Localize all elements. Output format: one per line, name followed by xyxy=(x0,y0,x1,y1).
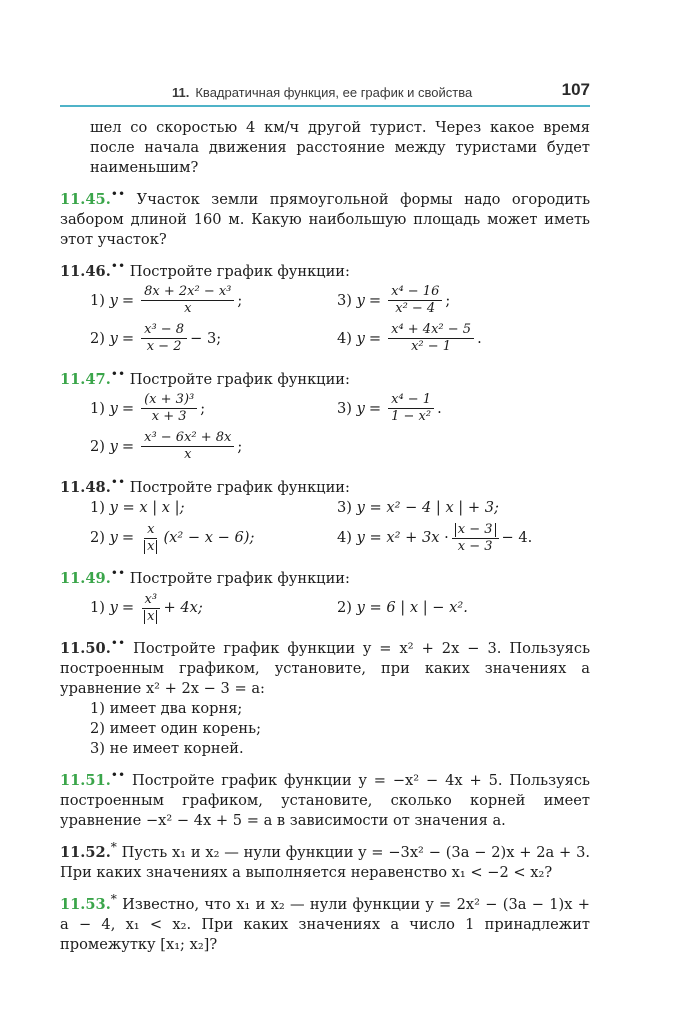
formula-2: 2) y = $\frac{x}{x}$ (x² − x − 6); xyxy=(90,521,255,554)
fraction: $\frac{\text{(x + 3)³}}{x + 3}$ xyxy=(141,392,197,425)
formula-3: 3) y = x² − 4 | x | + 3; xyxy=(337,499,499,517)
problem-number: 11.47. xyxy=(60,370,111,388)
problem-11-49: 11.49.•• Постройте график функции: xyxy=(60,566,350,588)
problem-11-52: 11.52.* Пусть x₁ и x₂ — нули функции y = −3x² − (3a − 2)x + 2a + 3. При каких значениях a выполняется неравенство x₁ < −2 < x₂? xyxy=(60,840,591,881)
problem-number: 11.49. xyxy=(60,570,111,588)
formula-1: 1) y = $\frac{\text{8x + 2x² − x³}}{x}$ ; xyxy=(90,284,243,317)
formula-row xyxy=(60,519,590,557)
problem-number: 11.52. xyxy=(60,843,111,861)
fraction: $\frac{\text{x⁴ + 4x² − 5}}{\text{x² − 1}}$ xyxy=(388,322,474,355)
fraction: $\frac{\text{x³}}{x}$ xyxy=(141,592,160,625)
formula-1: 1) y = x | x |; xyxy=(90,499,185,517)
problem-11-47: 11.47.•• Постройте график функции: xyxy=(60,366,350,388)
formula-row xyxy=(60,497,590,519)
formula-row xyxy=(60,320,590,358)
fraction: $\frac{\text{x³ − 8}}{x - 2}$ xyxy=(141,322,187,355)
answer-option: 3) не имеет корней. xyxy=(90,740,244,758)
fraction: $\frac{x - 3}{x - 3}$ xyxy=(452,522,499,555)
problem-text: Известно, что x₁ и x₂ — нули функции y = 2x² − (3a − 1)x + a − 4, x₁ < x₂. При каких значениях a число 1 принадлежит промежутку [x₁; x₂]? xyxy=(60,895,591,953)
formula-3: 3) y = $\frac{\text{x⁴ − 1}}{\text{1 − x²}}$ . xyxy=(337,392,442,425)
formula-4: 4) y = $\frac{\text{x⁴ + 4x² − 5}}{\text{x² − 1}}$ . xyxy=(337,322,482,355)
problem-11-50: 11.50.•• Постройте график функции y = x² + 2x − 3. Пользуясь построенным графиком, установите, при каких значениях a уравнение x² + 2x − 3 = a: xyxy=(60,636,591,698)
fraction: $\frac{\text{x³ − 6x² + 8x}}{x}$ xyxy=(141,430,234,463)
running-head xyxy=(172,85,472,100)
formula-2: 2) y = $\frac{\text{x³ − 6x² + 8x}}{x}$ ; xyxy=(90,430,243,463)
page-body xyxy=(60,118,590,955)
problem-number: 11.50. xyxy=(60,640,111,658)
page-header xyxy=(60,80,590,106)
fraction: $\frac{\text{x⁴ − 1}}{\text{1 − x²}}$ xyxy=(388,392,434,425)
chapter-title: Квадратичная функция, ее график и свойства xyxy=(195,85,473,100)
answer-option: 2) имеет один корень; xyxy=(90,720,262,738)
formula-row xyxy=(60,282,590,320)
header-rule xyxy=(60,105,590,107)
problem-text: Постройте график функции: xyxy=(129,262,350,280)
page-number: 107 xyxy=(561,80,590,99)
problem-11-48: 11.48.•• Постройте график функции: xyxy=(60,474,350,496)
problem-text: Пусть x₁ и x₂ — нули функции y = −3x² − (3a − 2)x + 2a + 3. При каких значениях a выполняется неравенство x₁ < −2 < x₂? xyxy=(60,843,591,881)
problem-11-53: 11.53.* Известно, что x₁ и x₂ — нули функции y = 2x² − (3a − 1)x + a − 4, x₁ < x₂. При каких значениях a число 1 принадлежит промежутку [x₁; x₂]? xyxy=(60,891,591,953)
formula-1: 1) y = $\frac{\text{x³}}{x}$ + 4x; xyxy=(90,591,203,624)
problem-text: Постройте график функции y = −x² − 4x + 5. Пользуясь построенным графиком, установите, сколько корней имеет уравнение −x² − 4x + 5 = a в зависимости от значения a. xyxy=(60,772,590,830)
problem-number: 11.48. xyxy=(60,478,111,496)
problem-number: 11.45. xyxy=(60,190,111,208)
formula-3: 3) y = $\frac{\text{x⁴ − 16}}{\text{x² − 4}}$ ; xyxy=(337,284,451,317)
problem-number: 11.46. xyxy=(60,262,111,280)
problem-number: 11.53. xyxy=(60,895,111,913)
formula-row xyxy=(60,589,590,627)
problem-11-45: 11.45.•• Участок земли прямоугольной формы надо огородить забором длиной 160 м. Какую наибольшую площадь может иметь этот участок? xyxy=(60,187,591,248)
problem-text: Постройте график функции: xyxy=(129,570,350,588)
problem-11-46: 11.46.•• Постройте график функции: xyxy=(60,258,350,280)
problem-text: Постройте график функции: xyxy=(129,478,350,496)
formula-1: 1) y = $\frac{\text{(x + 3)³}}{x + 3}$ ; xyxy=(90,392,206,425)
answer-option: 1) имеет два корня; xyxy=(90,700,243,718)
intro-continuation: шел со скоростью 4 км/ч другой турист. Через какое время после начала движения расстояние между туристами будет наименьшим? xyxy=(90,119,590,176)
formula-row xyxy=(60,428,590,466)
formula-row xyxy=(60,390,590,428)
problem-number: 11.51. xyxy=(60,772,111,790)
chapter-number: 11. xyxy=(172,85,190,100)
problem-text: Постройте график функции y = x² + 2x − 3. Пользуясь построенным графиком, установите, при каких значениях a уравнение x² + 2x − 3 = a: xyxy=(60,640,591,698)
formula-2: 2) y = 6 | x | − x². xyxy=(337,599,468,617)
problem-text: Постройте график функции: xyxy=(129,370,350,388)
problem-text: Участок земли прямоугольной формы надо огородить забором длиной 160 м. Какую наибольшую площадь может иметь этот участок? xyxy=(60,190,591,248)
formula-4: 4) y = x² + 3x · $\frac{x - 3}{x - 3}$ − 4. xyxy=(337,521,533,554)
problem-11-51: 11.51.•• Постройте график функции y = −x² − 4x + 5. Пользуясь построенным графиком, установите, сколько корней имеет уравнение −x² − 4x + 5 = a в зависимости от значения a. xyxy=(60,768,590,830)
formula-2: 2) y = $\frac{\text{x³ − 8}}{x - 2}$ − 3; xyxy=(90,322,222,355)
fraction: $\frac{x}{x}$ xyxy=(141,522,160,555)
fraction: $\frac{\text{x⁴ − 16}}{\text{x² − 4}}$ xyxy=(388,284,442,317)
fraction: $\frac{\text{8x + 2x² − x³}}{x}$ xyxy=(141,284,234,317)
